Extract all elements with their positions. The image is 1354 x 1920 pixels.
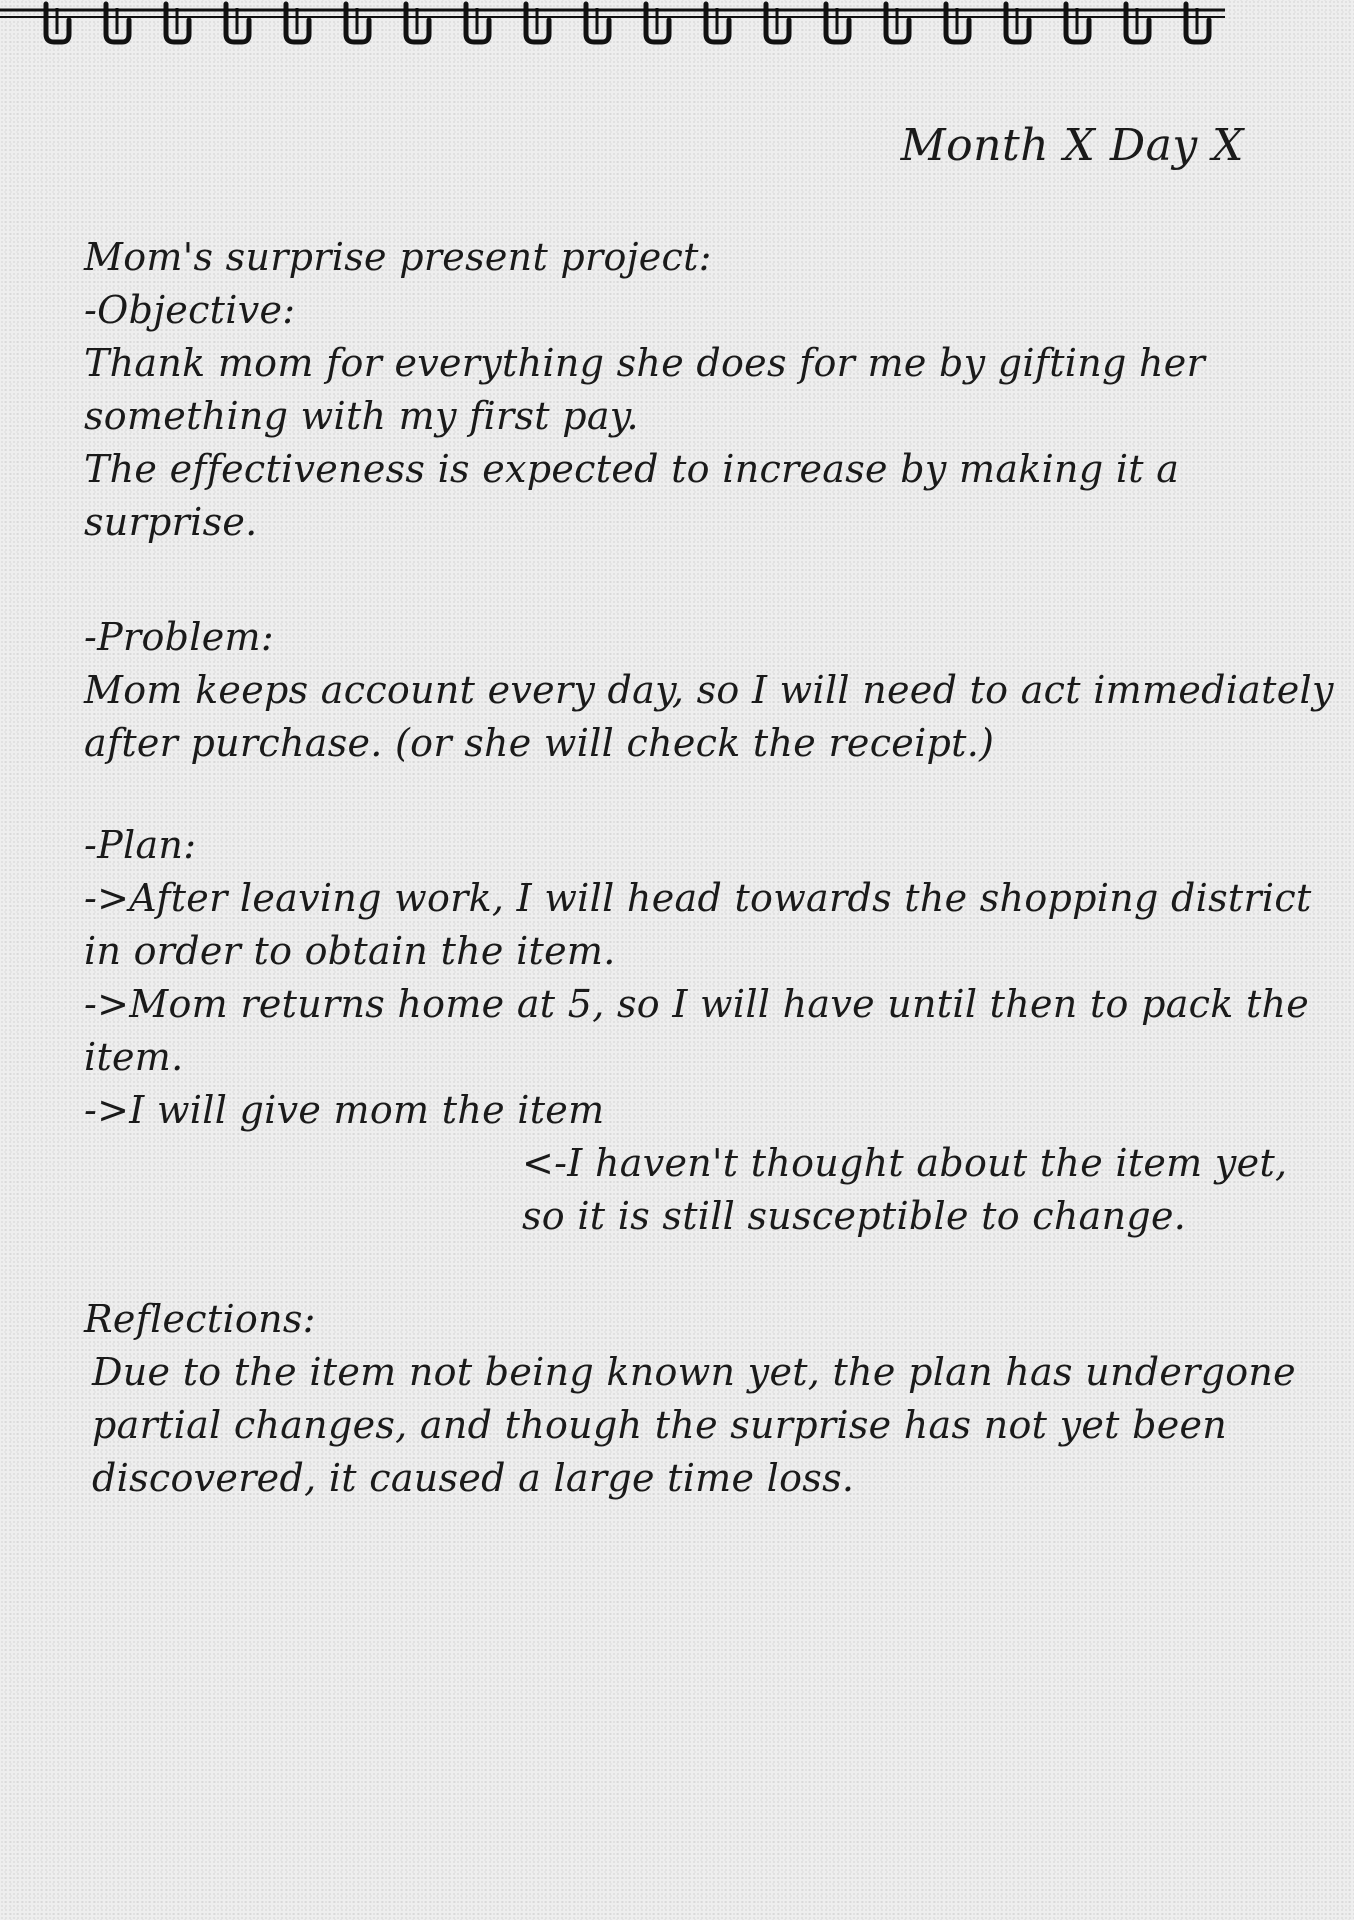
- plan-line: ->Mom returns home at 5, so I will have until then to pack the: [84, 982, 1310, 1026]
- plan-label: -Plan:: [84, 823, 197, 867]
- reflections-label: Reflections:: [84, 1297, 316, 1341]
- objective-line: Thank mom for everything she does for me by gifting her: [84, 341, 1206, 385]
- spiral-binding: [0, 0, 1354, 60]
- plan-line: ->I will give mom the item: [84, 1088, 605, 1132]
- objective-line: something with my first pay.: [84, 394, 639, 438]
- problem-line: Mom keeps account every day, so I will need to act immediately: [84, 668, 1334, 712]
- plan-aside-line: <-I haven't thought about the item yet,: [522, 1141, 1288, 1185]
- reflections-line: partial changes, and though the surprise has not yet been: [92, 1403, 1228, 1447]
- plan-line: item.: [84, 1035, 184, 1079]
- objective-line: The effectiveness is expected to increase by making it a: [84, 447, 1180, 491]
- plan-aside-line: so it is still susceptible to change.: [522, 1194, 1187, 1238]
- project-heading: Mom's surprise present project:: [84, 235, 712, 279]
- reflections-line: discovered, it caused a large time loss.: [92, 1456, 855, 1500]
- reflections-line: Due to the item not being known yet, the plan has undergone: [92, 1350, 1296, 1394]
- objective-line: surprise.: [84, 500, 258, 544]
- plan-line: in order to obtain the item.: [84, 929, 616, 973]
- problem-line: after purchase. (or she will check the receipt.): [84, 721, 995, 765]
- problem-label: -Problem:: [84, 615, 274, 659]
- plan-line: ->After leaving work, I will head towards the shopping district: [84, 876, 1312, 920]
- objective-label: -Objective:: [84, 288, 296, 332]
- entry-date: Month X Day X: [900, 120, 1244, 171]
